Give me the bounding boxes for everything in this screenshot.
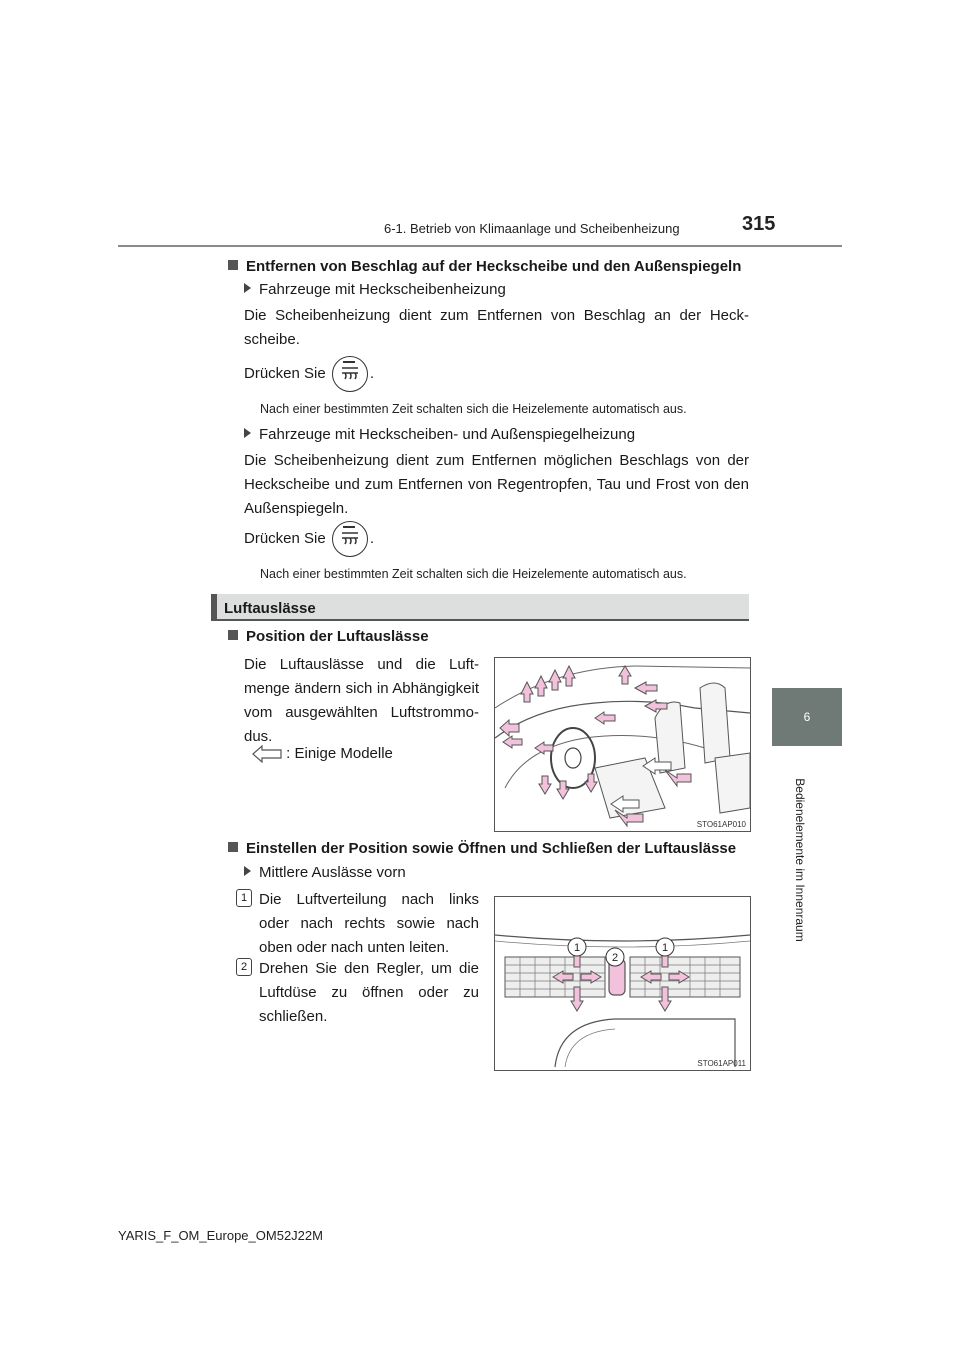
defog-variant2-body: Die Scheibenheizung dient zum Entfernen möglichen Beschlags von der Heckscheibe und zum Entfernen von Regentropfen, Tau und Frost von den Außenspiegeln. (244, 452, 749, 517)
step-2-text: Drehen Sie den Regler, um die Luftdüse zu öffnen oder zu schließen. (259, 960, 479, 1025)
legend-text: : Einige Modelle (286, 745, 393, 762)
defog-variant1-note: Nach einer bestimmten Zeit schalten sich die Heizelemente automatisch aus. (260, 402, 687, 416)
header-rule (118, 245, 842, 247)
outlets-position-body: Die Luftauslässe und die Luft-menge ändern sich in Abhängigkeit vom ausgewählten Luftstrommo-dus. (244, 656, 479, 745)
defog-heading: Entfernen von Beschlag auf der Heckscheibe und den Außenspiegeln (228, 258, 741, 275)
chapter-side-label (770, 760, 830, 960)
press-prefix: Drücken Sie (244, 529, 326, 547)
defog-variant1-title: Fahrzeuge mit Heckscheibenheizung (244, 281, 506, 298)
callout-1-left: 1 (573, 942, 581, 954)
step-1-text: Die Luftverteilung nach links oder nach rechts sowie nach oben oder nach unten leiten. (259, 891, 479, 956)
rear-defogger-button-icon (332, 521, 368, 557)
figure-code: STO61AP011 (697, 1059, 746, 1068)
defog-variant2-note: Nach einer bestimmten Zeit schalten sich die Heizelemente automatisch aus. (260, 567, 687, 581)
figure-code: STO61AP010 (696, 820, 746, 829)
rear-defogger-button-icon (332, 356, 368, 392)
outlets-legend (252, 742, 393, 766)
footer-doc-id: YARIS_F_OM_Europe_OM52J22M (118, 1228, 323, 1243)
defog-press-line-1 (244, 356, 374, 392)
section-title: Luftauslässe (224, 600, 316, 617)
outlets-adjust-heading: Einstellen der Position sowie Öffnen und Schließen der Luftauslässe (228, 840, 736, 857)
press-suffix: . (369, 364, 375, 382)
outlets-adjust-variant: Mittlere Auslässe vorn (244, 864, 406, 881)
step-1-number: 1 (236, 888, 252, 907)
callout-2: 2 (611, 952, 619, 964)
chapter-tab (772, 688, 842, 746)
optional-outlet-arrow-icon (252, 745, 282, 763)
page-number: 315 (742, 213, 776, 235)
press-suffix: . (369, 529, 375, 547)
section-bar-rule (211, 619, 749, 621)
figure-center-vents (494, 896, 751, 1071)
step-2-number: 2 (236, 957, 252, 976)
defog-press-line-2 (244, 521, 374, 557)
interior-illustration (495, 658, 750, 831)
figure-air-outlet-positions (494, 657, 751, 832)
defog-variant1-body: Die Scheibenheizung dient zum Entfernen von Beschlag an der Heck-scheibe. (244, 307, 749, 348)
outlets-position-heading: Position der Luftauslässe (228, 628, 429, 645)
callout-1-right: 1 (661, 942, 669, 954)
chapter-number: 6 (803, 710, 811, 724)
center-vent-illustration (495, 897, 750, 1070)
defog-variant2-title: Fahrzeuge mit Heckscheiben- und Außenspiegelheizung (244, 426, 635, 443)
chapter-title: Bedienelemente im Innenraum (793, 778, 807, 942)
press-prefix: Drücken Sie (244, 364, 326, 382)
running-header-section: 6-1. Betrieb von Klimaanlage und Scheibenheizung (384, 221, 680, 236)
